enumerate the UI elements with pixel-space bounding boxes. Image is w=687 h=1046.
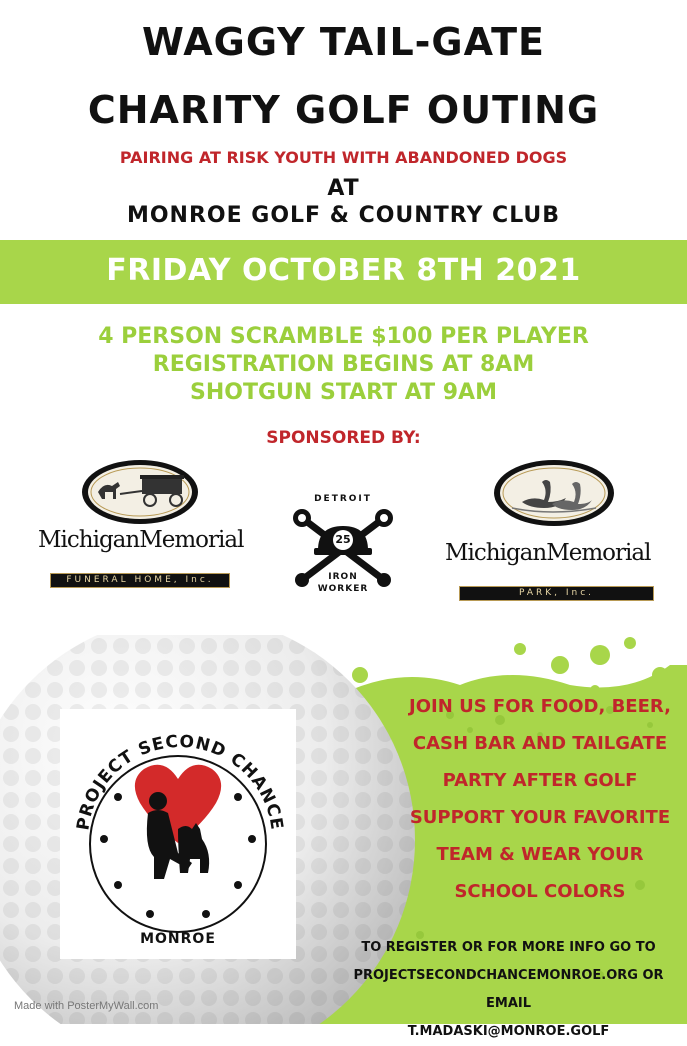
party-line: JOIN US FOR FOOD, BEER, bbox=[409, 696, 671, 717]
iron-worker-number: 25 bbox=[335, 533, 351, 546]
event-date: FRIDAY OCTOBER 8TH 2021 bbox=[106, 253, 581, 288]
sponsor-right-sub: PARK, Inc. bbox=[459, 586, 654, 601]
org-city: MONROE bbox=[140, 931, 216, 947]
detail-format: 4 PERSON SCRAMBLE $100 PER PLAYER bbox=[98, 324, 589, 349]
iron-worker-bottom-text-1: IRON bbox=[328, 572, 358, 582]
register-url[interactable]: PROJECTSECONDCHANCEMONROE.ORG OR EMAIL bbox=[353, 968, 664, 1011]
watermark: Made with PosterMyWall.com bbox=[14, 1000, 159, 1012]
sponsor-left-name: MichiganMemorial bbox=[38, 527, 244, 553]
detail-start: SHOTGUN START AT 9AM bbox=[190, 380, 497, 405]
party-line: TEAM & WEAR YOUR bbox=[436, 844, 644, 865]
event-title-line1: WAGGY TAIL-GATE bbox=[142, 20, 545, 64]
event-tagline: PAIRING AT RISK YOUTH WITH ABANDONED DOGS bbox=[119, 148, 568, 167]
iron-worker-top-text: DETROIT bbox=[314, 494, 372, 504]
party-line: SUPPORT YOUR FAVORITE bbox=[409, 807, 671, 828]
carriage-logo-icon bbox=[80, 458, 200, 526]
party-line: CASH BAR AND TAILGATE bbox=[412, 733, 668, 754]
org-arc-text: PROJECT SECOND CHANCE bbox=[73, 731, 287, 832]
party-info bbox=[405, 688, 675, 910]
party-line: SCHOOL COLORS bbox=[454, 881, 626, 902]
registration-info bbox=[330, 934, 687, 1046]
venue-name: MONROE GOLF & COUNTRY CLUB bbox=[126, 203, 561, 228]
swans-logo-icon bbox=[492, 458, 616, 528]
sponsored-by-heading: SPONSORED BY: bbox=[266, 428, 421, 448]
sponsor-left-sub: FUNERAL HOME, Inc. bbox=[50, 573, 230, 588]
register-line: TO REGISTER OR FOR MORE INFO GO TO bbox=[361, 940, 656, 955]
sponsor-right-name: MichiganMemorial bbox=[445, 540, 651, 566]
register-email[interactable]: T.MADASKI@MONROE.GOLF bbox=[407, 1024, 610, 1039]
iron-worker-bottom-text-2: WORKER bbox=[317, 584, 369, 594]
party-line: PARTY AFTER GOLF bbox=[442, 770, 638, 791]
detail-registration: REGISTRATION BEGINS AT 8AM bbox=[152, 352, 535, 377]
event-title-line2: CHARITY GOLF OUTING bbox=[87, 88, 600, 132]
project-second-chance-logo bbox=[60, 709, 296, 959]
at-label: AT bbox=[327, 176, 360, 201]
